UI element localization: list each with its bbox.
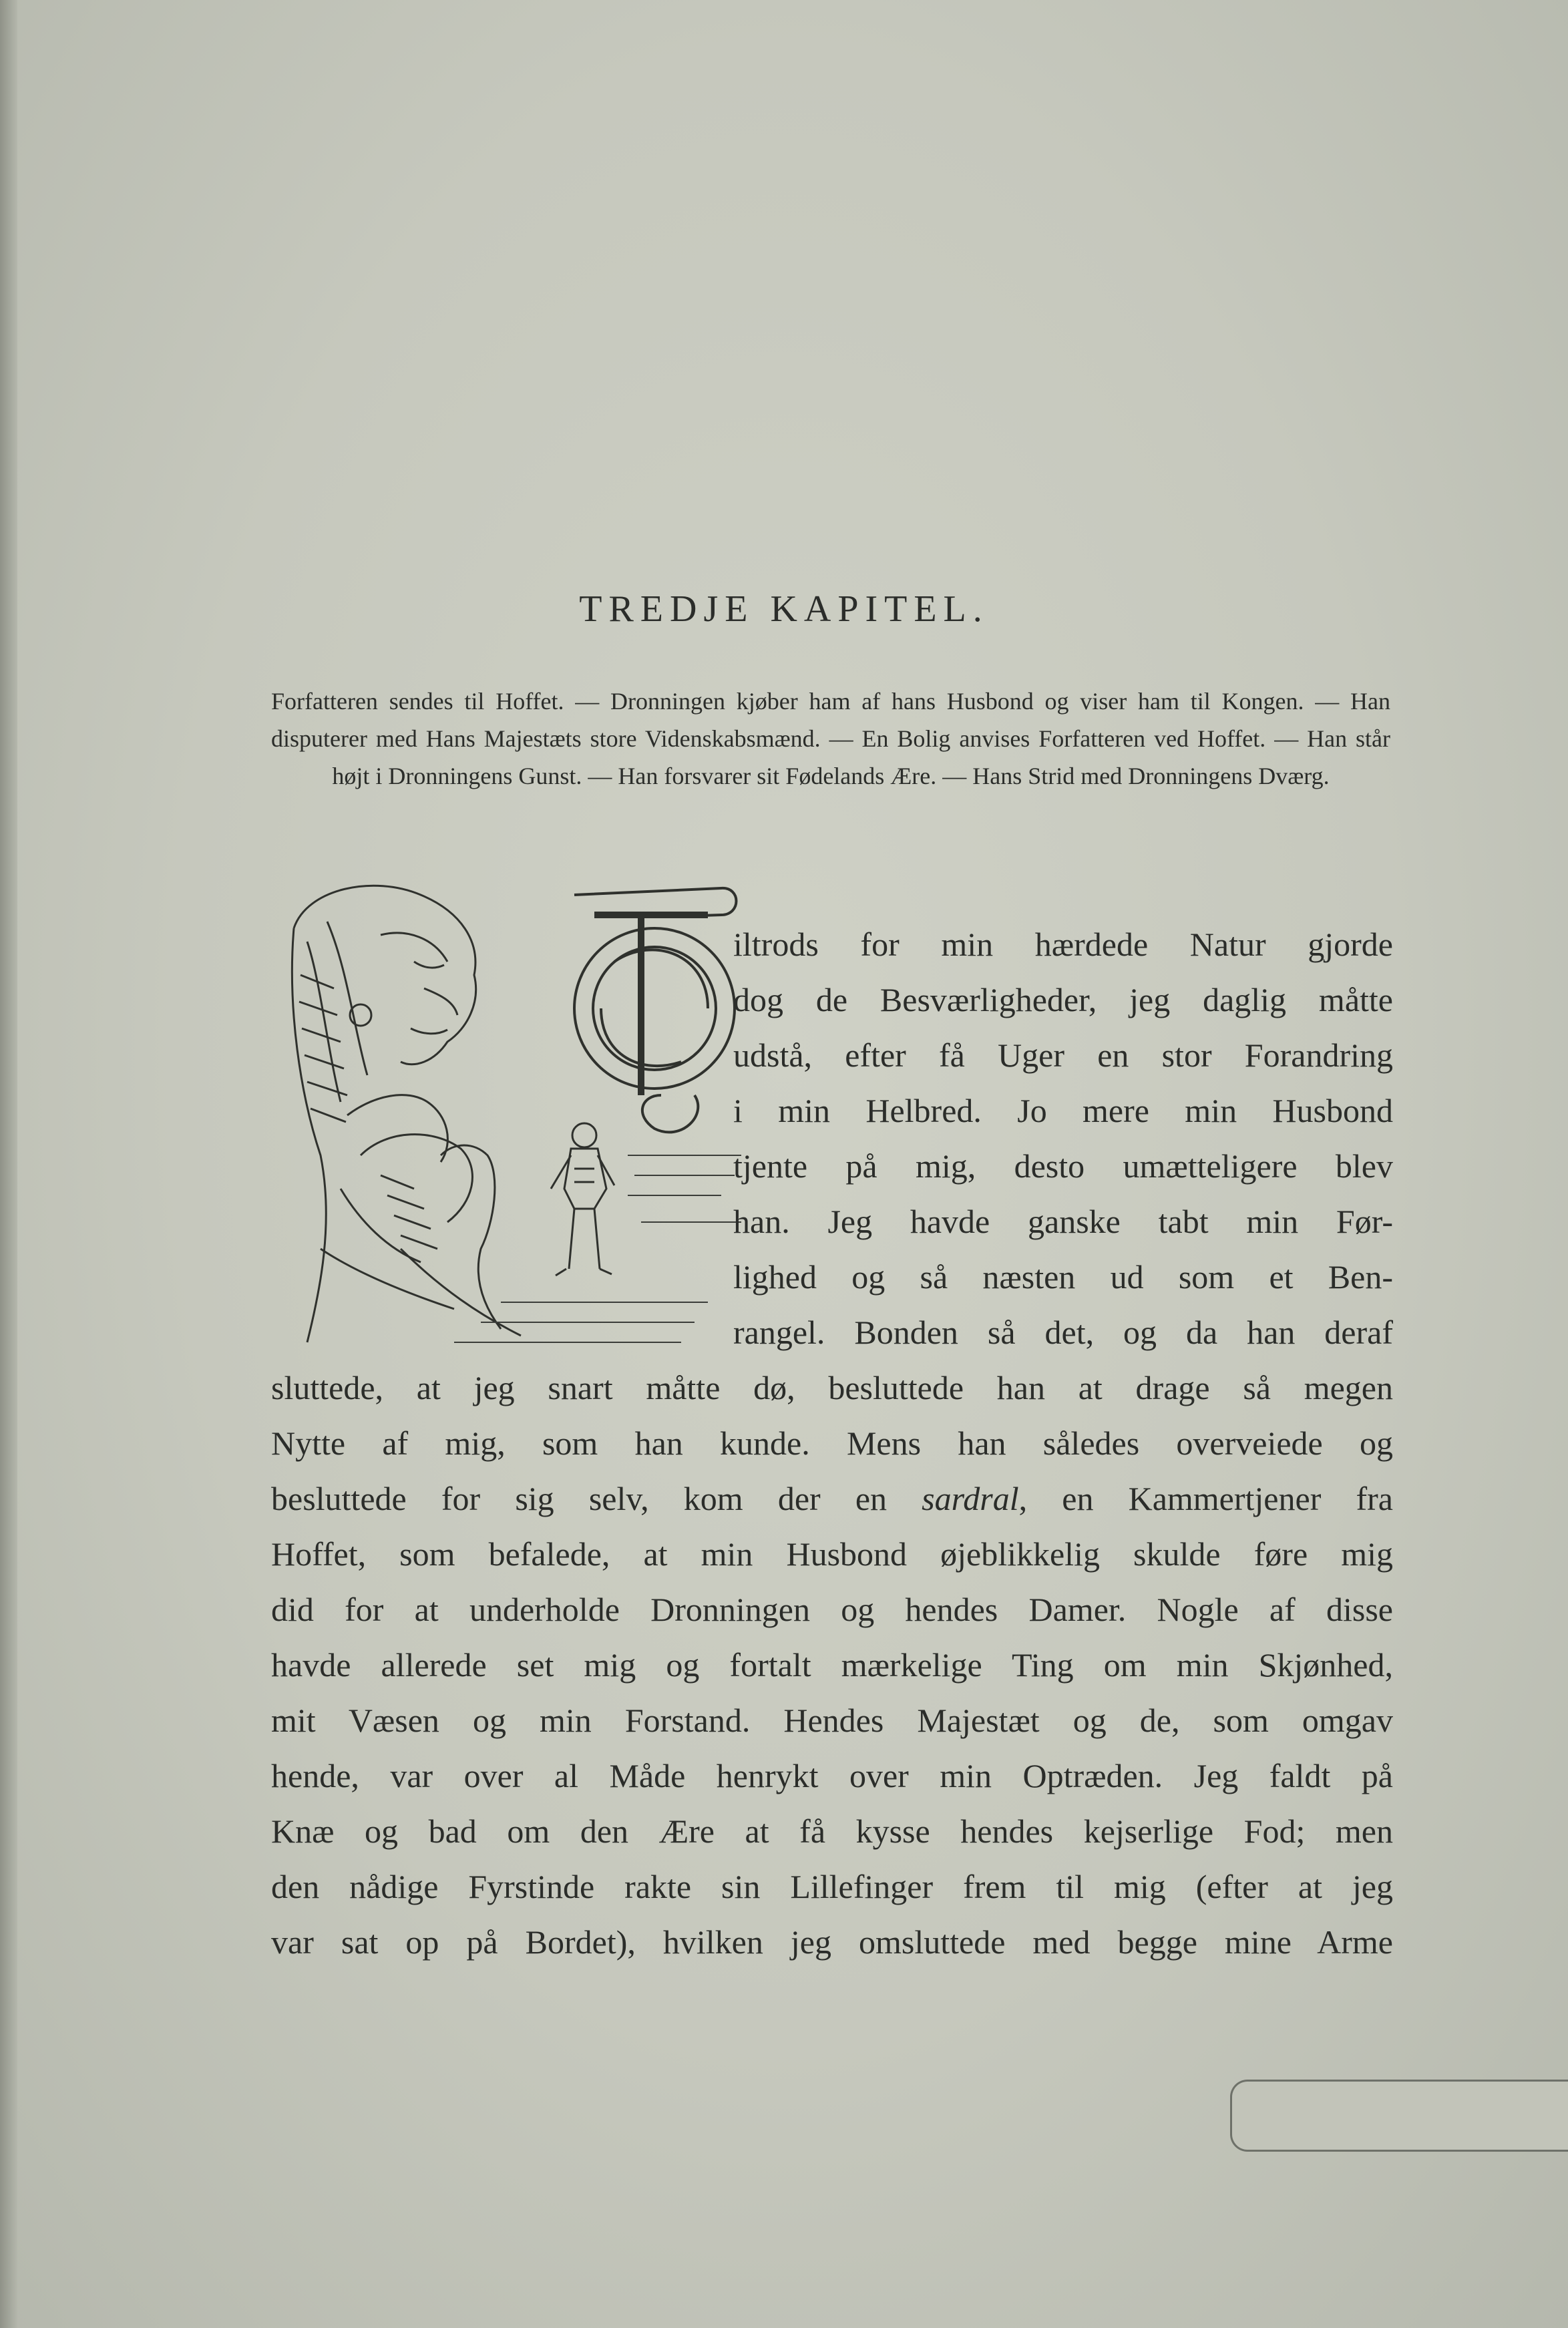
- body-line: did for at underholde Dronningen og hendes Damer. Nogle af disse: [271, 1591, 1393, 1628]
- body-line: lighed og så næsten ud som et Ben-: [733, 1258, 1393, 1296]
- page-edge: [0, 0, 17, 2328]
- page-tab-marker: [1230, 2080, 1568, 2152]
- body-line: var sat op på Bordet), hvilken jeg omsluttede med begge mine Arme: [271, 1923, 1393, 1961]
- body-line: den nådige Fyrstinde rakte sin Lillefinger frem til mig (efter at jeg: [271, 1868, 1393, 1905]
- body-line-start: besluttede for sig selv, kom der en: [271, 1480, 922, 1517]
- body-line: udstå, efter få Uger en stor Forandring: [733, 1036, 1393, 1074]
- body-line-end: , en Kammertjener fra: [1018, 1480, 1393, 1517]
- body-line: i min Helbred. Jo mere min Husbond: [733, 1092, 1393, 1129]
- chapter-illustration: [280, 875, 741, 1356]
- body-line: han. Jeg havde ganske tabt min Før-: [733, 1203, 1393, 1240]
- body-line-italic: [271, 1479, 1393, 1518]
- body-line: mit Væsen og min Forstand. Hendes Majestæt og de, som omgav: [271, 1702, 1393, 1739]
- engraving-icon: [280, 875, 741, 1356]
- chapter-summary: Forfatteren sendes til Hoffet. — Dronningen kjøber ham af hans Husbond og viser ham til Kongen. — Han disputerer med Hans Majestæts store Videnskabsmænd. — En Bolig anvises Forfatteren ved Hoffet. — Han står højt i Dronningens Gunst. — Han forsvarer sit Fødelands Ære. — Hans Strid med Dronningens Dværg.: [271, 688, 1390, 789]
- chapter-title: TREDJE KAPITEL.: [579, 588, 989, 630]
- bleed-through-texture: [267, 187, 1389, 922]
- body-line: iltrods for min hærdede Natur gjorde: [733, 926, 1393, 963]
- body-line: havde allerede set mig og fortalt mærkelige Ting om min Skjønhed,: [271, 1646, 1393, 1684]
- body-line: rangel. Bonden så det, og da han deraf: [733, 1314, 1393, 1351]
- body-line: Nytte af mig, som han kunde. Mens han således overveiede og: [271, 1424, 1393, 1462]
- body-line: Knæ og bad om den Ære at få kysse hendes kejserlige Fod; men: [271, 1812, 1393, 1850]
- italic-word: sardral: [922, 1480, 1019, 1517]
- body-line: Hoffet, som befalede, at min Husbond øjeblikkelig skulde føre mig: [271, 1535, 1393, 1573]
- body-line: hende, var over al Måde henrykt over min Optræden. Jeg faldt på: [271, 1757, 1393, 1794]
- body-line: sluttede, at jeg snart måtte dø, besluttede han at drage så megen: [271, 1369, 1393, 1406]
- body-line: tjente på mig, desto umætteligere blev: [733, 1147, 1393, 1185]
- body-line: dog de Besværligheder, jeg daglig måtte: [733, 981, 1393, 1018]
